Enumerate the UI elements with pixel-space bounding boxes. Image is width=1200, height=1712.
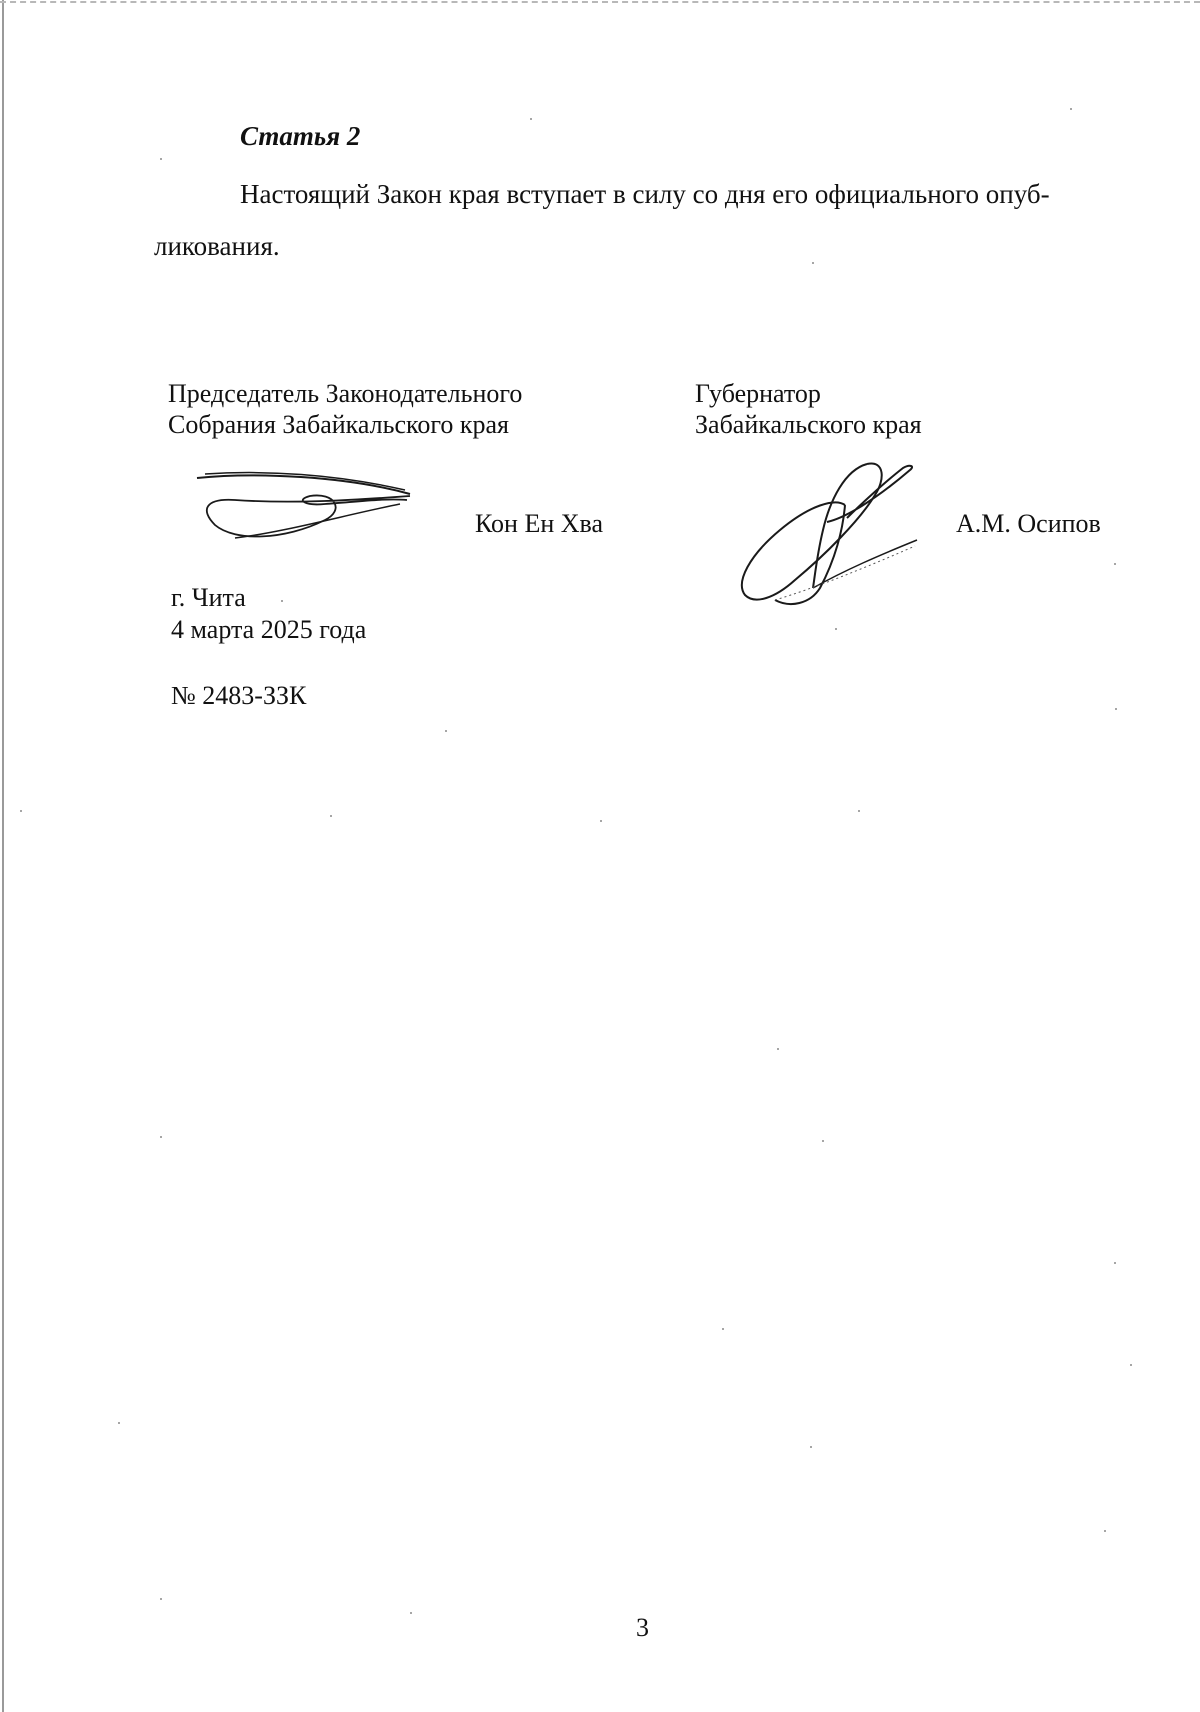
scan-speck: [1115, 708, 1117, 710]
scan-edge-left: [2, 0, 4, 1712]
issuance-date: 4 марта 2025 года: [171, 615, 367, 644]
issuance-city: г. Чита: [171, 583, 246, 612]
scan-speck: [330, 815, 332, 817]
left-signatory-position-line-1: Председатель Законодательного: [168, 379, 523, 408]
scan-speck: [281, 600, 283, 602]
scan-speck: [777, 1048, 779, 1050]
scan-speck: [1114, 1262, 1116, 1264]
scan-speck: [1104, 1530, 1106, 1532]
scan-speck: [160, 1598, 162, 1600]
scan-speck: [1114, 563, 1116, 565]
scan-speck: [530, 118, 532, 120]
scan-speck: [600, 820, 602, 822]
scan-speck: [445, 730, 447, 732]
right-signatory-name: А.М. Осипов: [956, 509, 1101, 538]
page-number: 3: [636, 1613, 649, 1642]
scan-speck: [160, 1136, 162, 1138]
scan-speck: [1130, 1364, 1132, 1366]
article-body-line-1: Настоящий Закон края вступает в силу со дня его официального опуб-: [240, 179, 1050, 209]
scan-speck: [858, 810, 860, 812]
left-signatory-name: Кон Ен Хва: [475, 509, 604, 538]
scan-speck: [835, 628, 837, 630]
issuance-number: № 2483-ЗЗК: [171, 681, 307, 710]
scan-speck: [812, 262, 814, 264]
scan-speck: [822, 1140, 824, 1142]
scan-edge-top: [0, 1, 1200, 3]
left-signatory-position-line-2: Собрания Забайкальского края: [168, 410, 509, 439]
scan-speck: [410, 1612, 412, 1614]
scan-speck: [160, 158, 162, 160]
scan-speck: [722, 1328, 724, 1330]
right-signatory-position-line-2: Забайкальского края: [695, 410, 922, 439]
scan-speck: [1070, 108, 1072, 110]
right-signature: [735, 460, 925, 610]
right-signatory-position-line-1: Губернатор: [695, 379, 821, 408]
article-title: Статья 2: [240, 121, 361, 151]
article-body-line-2: ликования.: [154, 231, 280, 261]
left-signature: [195, 470, 415, 550]
scan-speck: [810, 1446, 812, 1448]
scan-speck: [118, 1422, 120, 1424]
scan-speck: [20, 810, 22, 812]
